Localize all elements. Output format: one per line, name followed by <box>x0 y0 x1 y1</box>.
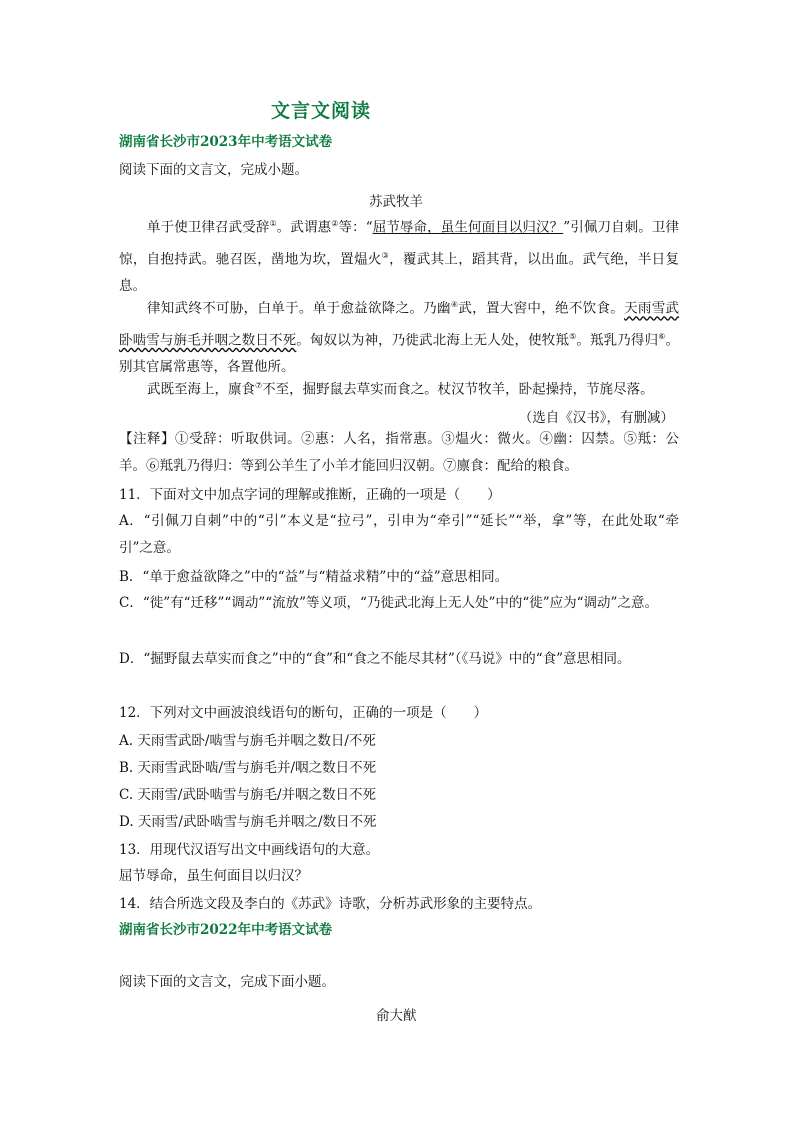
wavy-underlined-sentence: 天雨雪武卧啮雪与旃毛并咽之数日不死 <box>119 300 680 348</box>
passage-paragraph-2: 律知武终不可胁，白单于。单于愈益欲降之。乃幽④武，置大窖中，绝不饮食。天雨雪武卧啮雪与旃毛并咽之数日不死。匈奴以为神，乃徙武北海上无人处，使牧羝⑤。羝乳乃得归⑥。别其官属常惠等，各置他所。 <box>119 300 680 375</box>
q12-option-d: D. 天雨雪/武卧啮雪与旃毛并咽之/数日不死 <box>119 814 377 830</box>
passage-paragraph-1: 单于使卫律召武受辞①。武谓惠②等：“屈节辱命，虽生何面目以归汉？”引佩刀自刺。卫律惊，自抱持武。驰召医，凿地为坎，置煴火③，覆武其上，蹈其背，以出血。武气绝，半日复息。 <box>119 219 680 294</box>
section1-instruction: 阅读下面的文言文，完成小题。 <box>119 162 308 178</box>
question-14: 14．结合所选文段及李白的《苏武》诗歌，分析苏武形象的主要特点。 <box>119 896 542 912</box>
q13-sentence: 屈节辱命，虽生何面目以归汉？ <box>119 868 308 884</box>
q12-option-c: C. 天雨雪/武卧啮雪与旃毛/并咽之数日不死 <box>119 787 377 803</box>
q11-option-b: B．“单于愈益欲降之”中的“益”与“精益求精”中的“益”意思相同。 <box>119 569 509 585</box>
q11-option-d: D．“掘野鼠去草实而食之”中的“食”和“食之不能尽其材”（《马说》中的“食”意思相同。 <box>119 651 631 667</box>
question-12: 12．下列对文中画波浪线语句的断句，正确的一项是（ ） <box>119 705 488 721</box>
annotations: 【注释】①受辞：听取供词。②惠：人名，指常惠。③煴火：微火。④幽：囚禁。⑤羝：公羊。⑥羝乳乃得归：等到公羊生了小羊才能回归汉朝。⑦廪食：配给的粮食。 <box>119 431 679 474</box>
q11-option-c: C．“徙”有“迁移”“调动”“流放”等义项，“乃徙武北海上无人处”中的“徙”应为“调动”之意。 <box>119 595 658 611</box>
section2-source: 湖南省长沙市2022年中考语文试卷 <box>119 922 333 938</box>
page-title: 文言文阅读 <box>271 100 372 122</box>
section2-instruction: 阅读下面的文言文，完成下面小题。 <box>119 974 335 990</box>
underlined-sentence: 屈节辱命，虽生何面目以归汉？ <box>372 219 564 236</box>
q12-option-b: B. 天雨雪武卧啮/雪与旃毛并/咽之数日不死 <box>119 760 377 776</box>
section1-source: 湖南省长沙市2023年中考语文试卷 <box>119 134 333 150</box>
passage-title-yu-dayou: 俞大猷 <box>376 1008 417 1024</box>
q11-option-a: A．“引佩刀自刺”中的“引”本义是“拉弓”，引申为“牵引”“延长”“举，拿”等，在此处取“牵引”之意。 <box>119 513 679 556</box>
question-11: 11．下面对文中加点字词的理解或推断，正确的一项是（ ） <box>119 487 501 503</box>
passage-paragraph-3: 武既至海上，廪食⑦不至，掘野鼠去草实而食之。杖汉节牧羊，卧起操持，节旄尽落。 <box>147 381 654 398</box>
citation: （选自《汉书》，有删减） <box>518 410 674 426</box>
q12-option-a: A. 天雨雪武卧/啮雪与旃毛并咽之数日/不死 <box>119 733 376 749</box>
question-13: 13．用现代汉语写出文中画线语句的大意。 <box>119 842 380 858</box>
passage-title-su-wu: 苏武牧羊 <box>369 194 423 210</box>
